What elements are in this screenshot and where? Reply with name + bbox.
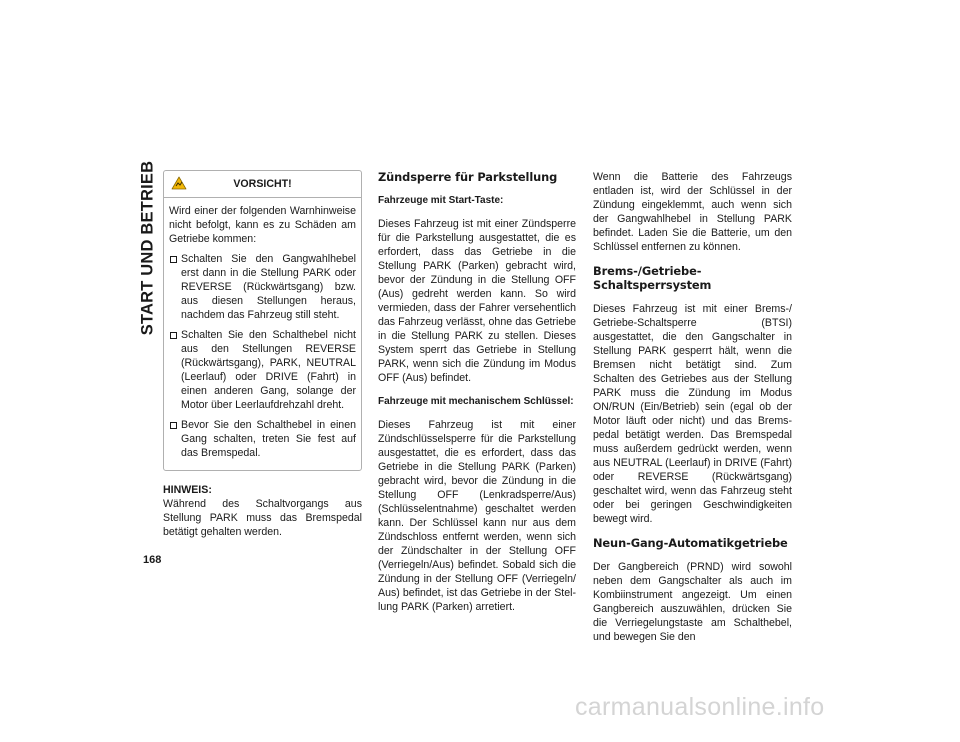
- nine-speed-heading: Neun-Gang-Automatikgetriebe: [593, 536, 788, 550]
- caution-box: [163, 170, 362, 471]
- btsi-text: Dieses Fahrzeug ist mit einer Brems-/ Getriebe-Schaltsperre (BTSI) ausgestattet, die den Gangschalter in Stellung PARK gesperrt hält, wenn die Bremsen nicht betätigt sind. Zum Schalten des Getriebes aus der Stellung PARK muss die Zündung im Modus ON/RUN (Ein/Betrieb) sein (egal ob der Motor läuft oder nicht) und das Bremspedal betätigt werden. Das Bremspedal muss außerdem gedrückt werden, wenn aus NEUTRAL (Leerlauf) in DRIVE (Fahrt) oder REVERSE (Rückwärtsgang) geschaltet wird, wenn das Fahrzeug steht oder bei geringen Geschwindigkeiten bewegt wird.: [593, 303, 792, 525]
- note-label: HINWEIS:: [163, 484, 212, 496]
- mechanical-key-subheading: Fahrzeuge mit mechanischem Schlüssel:: [378, 396, 574, 407]
- column-right: [593, 170, 792, 654]
- start-key-subheading: Fahrzeuge mit Start-Taste:: [378, 195, 504, 206]
- note-text: Während des Schaltvorgangs aus Stellung PARK muss das Bremspedal betätigt gehalten werden.: [163, 498, 362, 538]
- caution-item-text: Schalten Sie den Gangwahlhebel erst dann in die Stellung PARK oder REVERSE (Rückwärtsgang) bzw. aus diesen Stellungen heraus, nachdem das Fahrzeug still steht.: [181, 253, 356, 321]
- caution-header: [164, 171, 361, 198]
- checkbox-bullet-icon: [169, 252, 181, 322]
- start-key-text: Dieses Fahrzeug ist mit einer Zündsperre für die Parkstellung ausgestattet, die es erfordert, dass das Getriebe in die Stellung PARK (Parken) gebracht wird, bevor der Zündung in die Stellung OFF (Aus) gedreht werden kann. So wird vermieden, dass der Fahrer versehentlich das Fahrzeug verlässt, ohne das Getriebe in die Stellung PARK zu stellen. Dieses System sperrt das Getriebe in Stellung PARK, wenn sich die Zündung im Modus OFF (Aus) befindet.: [378, 218, 576, 384]
- caution-body: [164, 198, 361, 470]
- caution-title: VORSICHT!: [233, 178, 292, 190]
- btsi-heading: Brems-/Getriebe-Schaltsperrsystem: [593, 264, 712, 292]
- caution-item-text: Bevor Sie den Schalthebel in einen Gang schalten, treten Sie fest auf das Bremspedal.: [181, 419, 356, 459]
- caution-item: [169, 418, 356, 460]
- caution-intro: Wird einer der folgenden Warnhinweise nicht befolgt, kann es zu Schäden am Getriebe kommen:: [169, 205, 356, 245]
- nine-speed-text: Der Gangbereich (PRND) wird sowohl neben dem Gangschalter als auch im Kombiinstrument angezeigt. Um einen Gangbereich auszuwählen, drücken Sie die Verriegelungstaste am Schalthebel, und bewegen Sie den: [593, 561, 792, 643]
- column-left: [163, 170, 362, 539]
- checkbox-bullet-icon: [169, 418, 181, 460]
- caution-item-text: Schalten Sie den Schalthebel nicht aus den Stellungen REVERSE (Rückwärtsgang), PARK, NEUTRAL (Leerlauf) oder DRIVE (Fahrt) in einen anderen Gang, solange der Motor über Leerlaufdrehzahl dreht.: [181, 329, 356, 411]
- caution-item: [169, 252, 356, 322]
- park-interlock-heading: Zündsperre für Parkstellung: [378, 170, 558, 184]
- watermark: carmanualsonline.info: [575, 693, 825, 721]
- column-middle: [378, 170, 576, 624]
- mechanical-key-text: Dieses Fahrzeug ist mit einer Zündschlüsselsperre für die Parkstellung ausgestattet, die es erfordert, dass das Getriebe in die Stellung PARK (Parken) gebracht wird, bevor die Zündung in die Stellung OFF (Lenkradsperre/Aus) (Schlüsselentnahme) geschaltet werden kann. Der Schlüssel kann nur aus dem Zündschloss entfernt werden, wenn sich der Zündschalter in der Stellung OFF (Verriegeln/Aus) befindet. Sobald sich die Zündung in der Stellung OFF (Verriegeln/ Aus) befindet, ist das Getriebe in der Stellung PARK (Parken) arretiert.: [378, 419, 576, 613]
- caution-list: [169, 252, 356, 460]
- battery-paragraph: Wenn die Batterie des Fahrzeugs entladen ist, wird der Schlüssel in der Zündung eingeklemmt, auch wenn sich der Gangwahlhebel in Stellung PARK befindet. Laden Sie die Batterie, um den Schlüssel entfernen zu können.: [593, 171, 792, 253]
- caution-item: [169, 328, 356, 412]
- section-tab-label: START UND BETRIEB: [138, 160, 157, 336]
- page-number: 168: [143, 554, 162, 566]
- section-tab: [138, 160, 158, 336]
- checkbox-bullet-icon: [169, 328, 181, 412]
- warning-triangle-icon: [171, 176, 187, 190]
